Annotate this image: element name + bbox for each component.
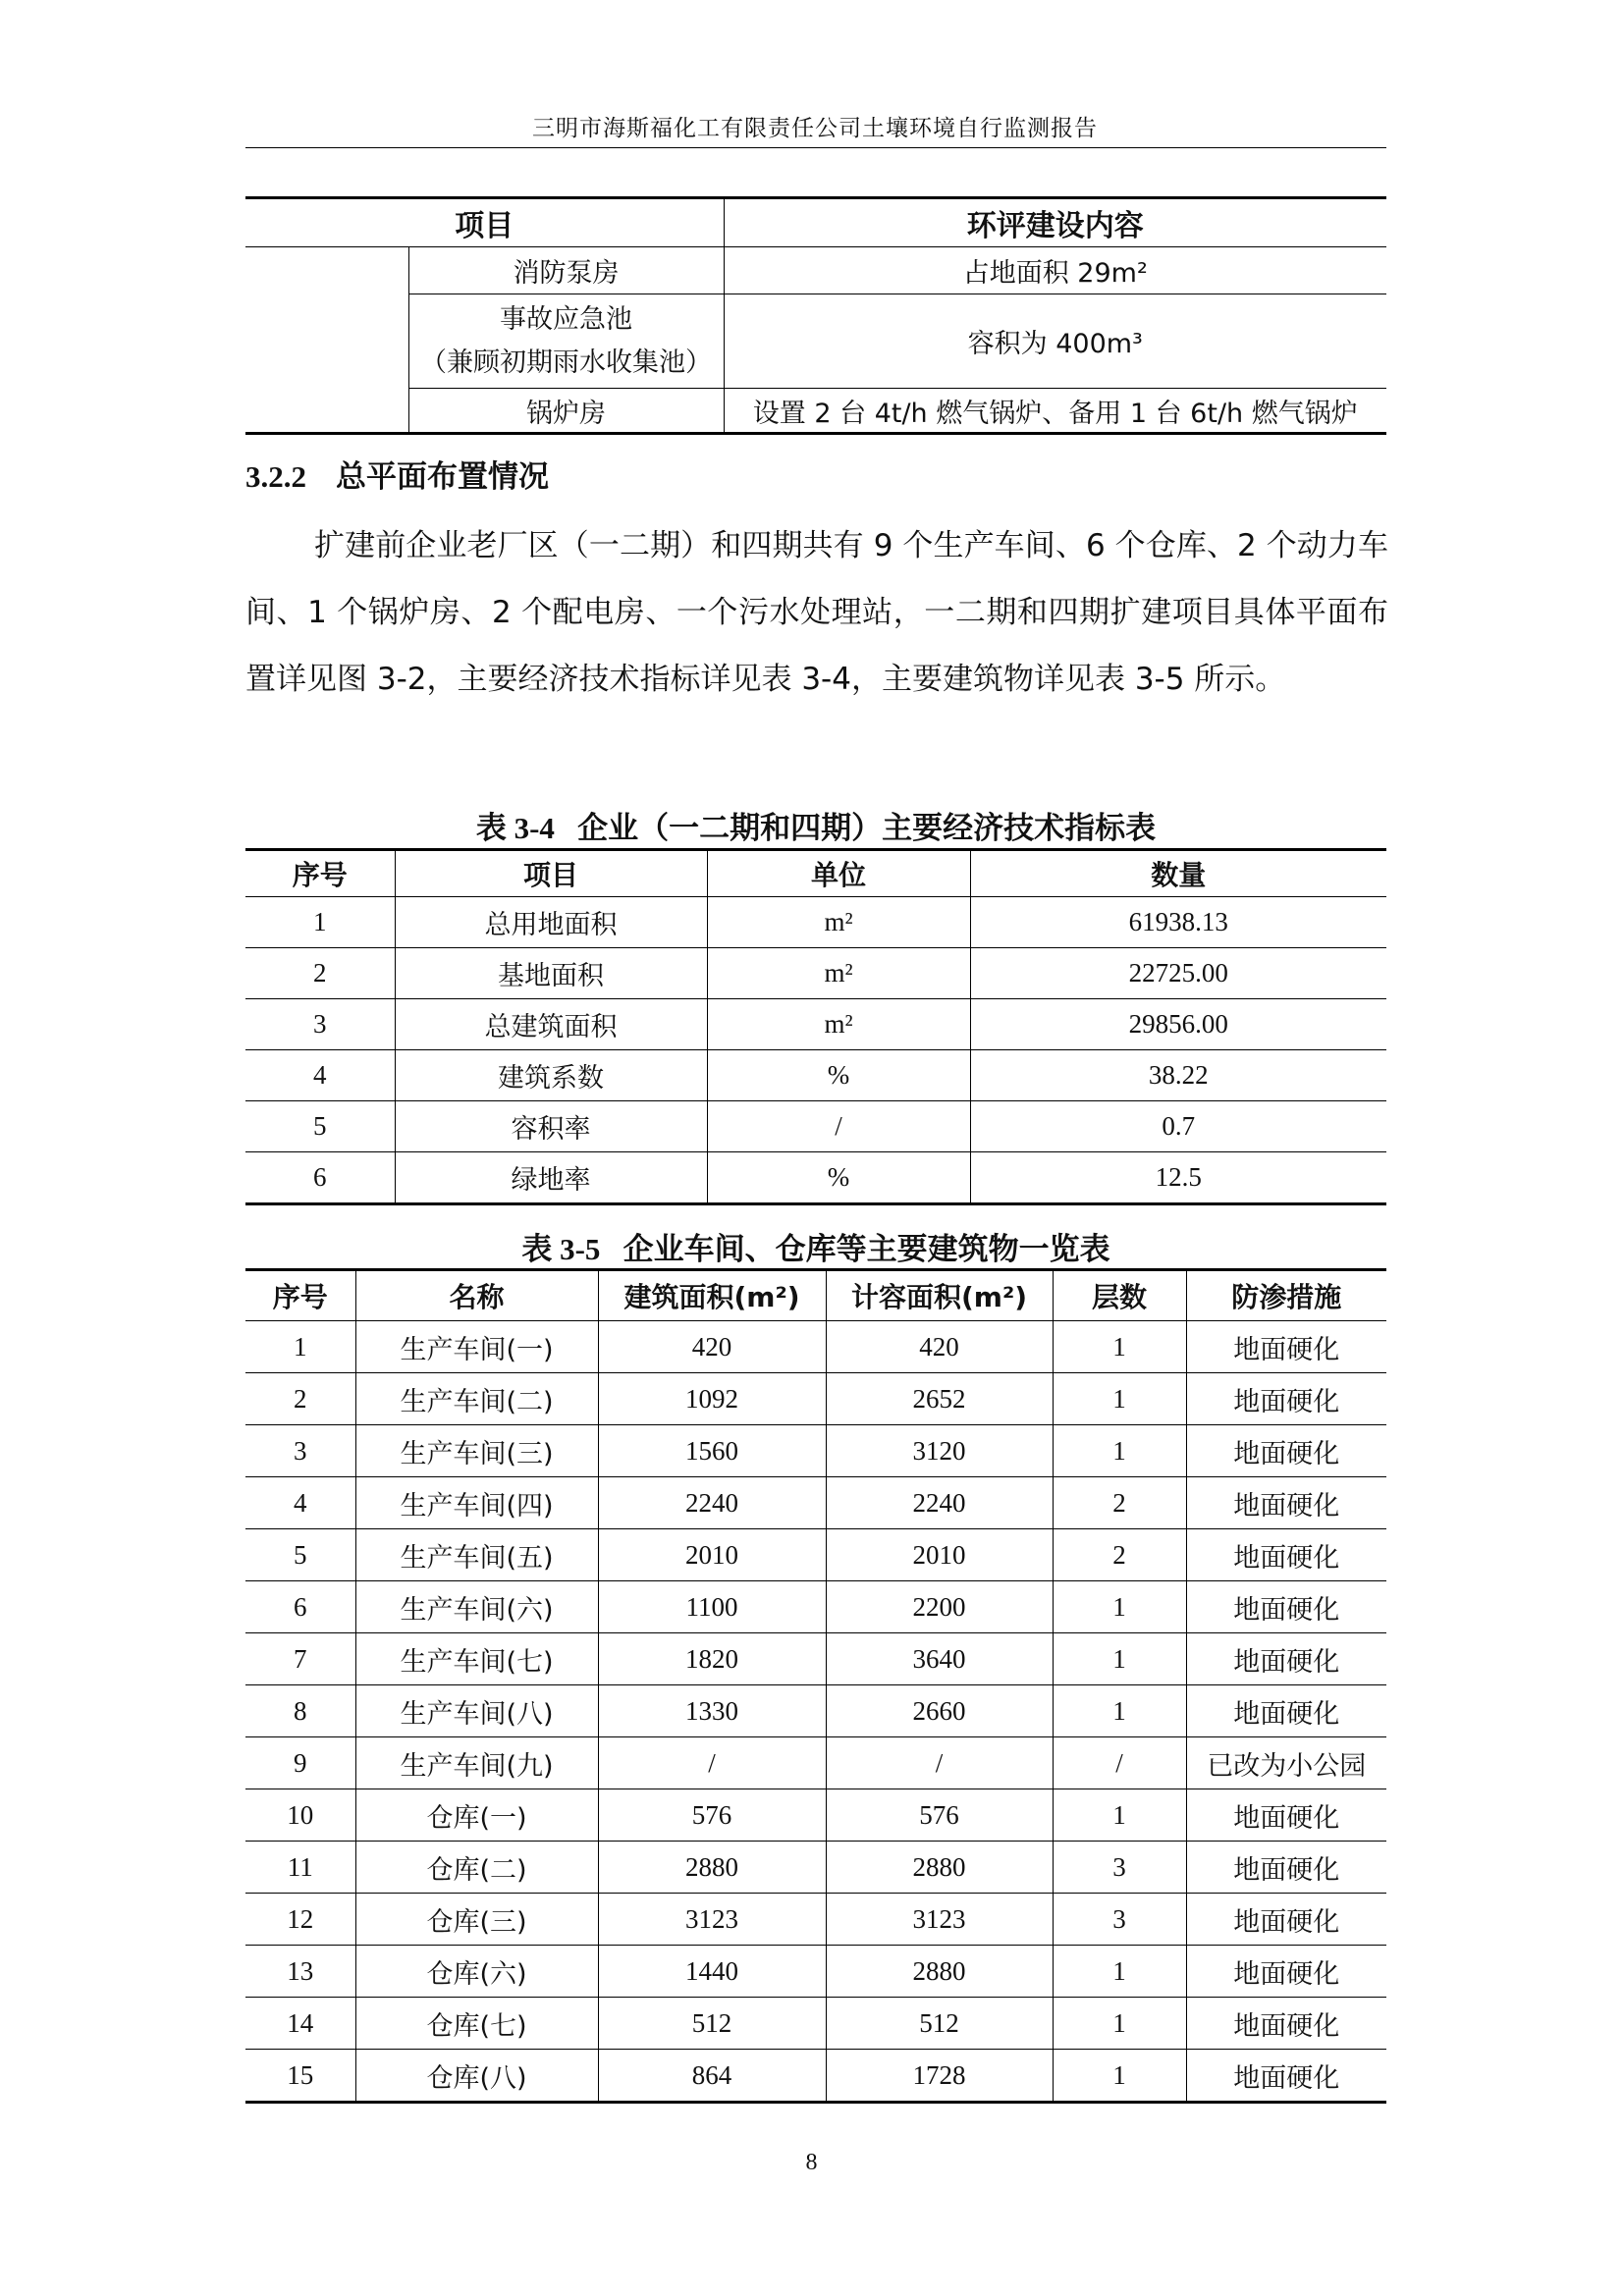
column-header: 项目 bbox=[395, 850, 707, 897]
table-cell: 3123 bbox=[598, 1894, 826, 1946]
paragraph-text: 扩建前企业老厂区（一二期）和四期共有 9 个生产车间、6 个仓库、2 个动力车间、1 个锅炉房、2 个配电房、一个污水处理站，一二期和四期扩建项目具体平面布置详见图 3-2，主要经济技术指标详见表 3-4，主要建筑物详见表 3-5 所示。 bbox=[245, 528, 1388, 697]
table-cell: 576 bbox=[598, 1789, 826, 1842]
table-cell: m² bbox=[707, 897, 970, 948]
table-cell: 4 bbox=[245, 1050, 395, 1101]
table-cell: 仓库(一) bbox=[355, 1789, 598, 1842]
table-cell: 29856.00 bbox=[970, 999, 1386, 1050]
table-row bbox=[245, 897, 1386, 948]
content-cell: 容积为 400m³ bbox=[724, 294, 1386, 389]
table-cell: 地面硬化 bbox=[1186, 1685, 1386, 1737]
page-number: 8 bbox=[805, 2150, 818, 2175]
column-header: 序号 bbox=[245, 850, 395, 897]
table-cell: / bbox=[826, 1737, 1053, 1789]
economic-indicators-table bbox=[245, 848, 1386, 1205]
column-header: 数量 bbox=[970, 850, 1386, 897]
table-cell: 420 bbox=[826, 1321, 1053, 1373]
table-row bbox=[245, 1737, 1386, 1789]
table-cell: m² bbox=[707, 999, 970, 1050]
table-row bbox=[245, 1152, 1386, 1204]
table-cell: 2010 bbox=[826, 1529, 1053, 1581]
table-cell: 1 bbox=[1053, 1789, 1186, 1842]
table-cell: 2010 bbox=[598, 1529, 826, 1581]
table-cell: 地面硬化 bbox=[1186, 1789, 1386, 1842]
table-cell: 3120 bbox=[826, 1425, 1053, 1477]
table-cell: 11 bbox=[245, 1842, 355, 1894]
section-number: 3.2.2 bbox=[245, 459, 306, 494]
table-cell: / bbox=[598, 1737, 826, 1789]
column-header: 单位 bbox=[707, 850, 970, 897]
table-header-row bbox=[245, 198, 1386, 247]
table-cell: 3 bbox=[245, 999, 395, 1050]
table-cell: 地面硬化 bbox=[1186, 1425, 1386, 1477]
table-cell: 3 bbox=[1053, 1894, 1186, 1946]
content-cell: 占地面积 29m² bbox=[724, 247, 1386, 294]
table-cell: 3 bbox=[1053, 1842, 1186, 1894]
column-header: 序号 bbox=[245, 1270, 355, 1321]
table-cell: 生产车间(七) bbox=[355, 1633, 598, 1685]
table-cell: 6 bbox=[245, 1152, 395, 1204]
table-cell: 12.5 bbox=[970, 1152, 1386, 1204]
table-cell: % bbox=[707, 1152, 970, 1204]
table-cell: 1 bbox=[1053, 1425, 1186, 1477]
item-cell: 消防泵房 bbox=[408, 247, 724, 294]
table-row bbox=[245, 389, 1386, 434]
table-row bbox=[245, 247, 1386, 294]
table-cell: 1820 bbox=[598, 1633, 826, 1685]
table-cell: 2 bbox=[1053, 1477, 1186, 1529]
caption-title: 企业车间、仓库等主要建筑物一览表 bbox=[622, 1232, 1110, 1267]
table-cell: 1 bbox=[1053, 2050, 1186, 2103]
table-cell: 3123 bbox=[826, 1894, 1053, 1946]
table-row bbox=[245, 294, 1386, 389]
table-header-row bbox=[245, 1270, 1386, 1321]
table-cell: 2 bbox=[245, 948, 395, 999]
table-cell: 0.7 bbox=[970, 1101, 1386, 1152]
caption-number: 表 3-5 bbox=[521, 1232, 601, 1266]
table-cell: 2652 bbox=[826, 1373, 1053, 1425]
item-cell: 锅炉房 bbox=[408, 389, 724, 434]
body-paragraph bbox=[245, 512, 1388, 713]
table-cell: 生产车间(八) bbox=[355, 1685, 598, 1737]
table-row bbox=[245, 948, 1386, 999]
column-header: 名称 bbox=[355, 1270, 598, 1321]
table-cell: 61938.13 bbox=[970, 897, 1386, 948]
table-cell: 已改为小公园 bbox=[1186, 1737, 1386, 1789]
table-cell: 1 bbox=[245, 897, 395, 948]
table-cell: 地面硬化 bbox=[1186, 1373, 1386, 1425]
table-cell: 地面硬化 bbox=[1186, 1998, 1386, 2050]
table-cell: 3 bbox=[245, 1425, 355, 1477]
table-cell: 地面硬化 bbox=[1186, 1477, 1386, 1529]
content-cell: 设置 2 台 4t/h 燃气锅炉、备用 1 台 6t/h 燃气锅炉 bbox=[724, 389, 1386, 434]
item-cell bbox=[408, 294, 724, 389]
table-row bbox=[245, 1685, 1386, 1737]
table-cell: 生产车间(四) bbox=[355, 1477, 598, 1529]
table-caption-3-5 bbox=[245, 1224, 1386, 1268]
buildings-table bbox=[245, 1268, 1386, 2104]
caption-title: 企业（一二期和四期）主要经济技术指标表 bbox=[577, 811, 1157, 846]
table-cell: 1728 bbox=[826, 2050, 1053, 2103]
table-row bbox=[245, 1321, 1386, 1373]
table-row bbox=[245, 1425, 1386, 1477]
table-cell: 1 bbox=[1053, 1685, 1186, 1737]
table-cell: 容积率 bbox=[395, 1101, 707, 1152]
table-cell: 地面硬化 bbox=[1186, 1581, 1386, 1633]
table-cell: 9 bbox=[245, 1737, 355, 1789]
table-cell: 2 bbox=[245, 1373, 355, 1425]
table-cell: 2240 bbox=[598, 1477, 826, 1529]
item-line: 事故应急池 bbox=[500, 303, 632, 335]
column-header: 建筑面积(m²) bbox=[598, 1270, 826, 1321]
table-cell: 10 bbox=[245, 1789, 355, 1842]
column-header: 计容面积(m²) bbox=[826, 1270, 1053, 1321]
table-row bbox=[245, 1529, 1386, 1581]
table-cell: 生产车间(一) bbox=[355, 1321, 598, 1373]
table-cell: 1 bbox=[245, 1321, 355, 1373]
table-row bbox=[245, 1633, 1386, 1685]
table-row bbox=[245, 1789, 1386, 1842]
table-cell: 生产车间(五) bbox=[355, 1529, 598, 1581]
table-row bbox=[245, 1894, 1386, 1946]
column-header-content: 环评建设内容 bbox=[724, 198, 1386, 247]
table-row bbox=[245, 1050, 1386, 1101]
project-content-table-continued bbox=[245, 196, 1386, 435]
table-cell: 13 bbox=[245, 1946, 355, 1998]
category-cell bbox=[245, 247, 408, 434]
table-cell: 7 bbox=[245, 1633, 355, 1685]
table-cell: 6 bbox=[245, 1581, 355, 1633]
table-cell: 1 bbox=[1053, 1373, 1186, 1425]
table-cell: 生产车间(二) bbox=[355, 1373, 598, 1425]
table-cell: 地面硬化 bbox=[1186, 1946, 1386, 1998]
column-header: 防渗措施 bbox=[1186, 1270, 1386, 1321]
table-cell: 2880 bbox=[598, 1842, 826, 1894]
table-cell: 2660 bbox=[826, 1685, 1053, 1737]
column-header: 层数 bbox=[1053, 1270, 1186, 1321]
table-cell: 2 bbox=[1053, 1529, 1186, 1581]
table-cell: 420 bbox=[598, 1321, 826, 1373]
table-cell: 864 bbox=[598, 2050, 826, 2103]
table-caption-3-4 bbox=[245, 803, 1386, 847]
table-row bbox=[245, 1581, 1386, 1633]
table-cell: 512 bbox=[598, 1998, 826, 2050]
table-cell: 总建筑面积 bbox=[395, 999, 707, 1050]
table-cell: 576 bbox=[826, 1789, 1053, 1842]
table-cell: 1 bbox=[1053, 1946, 1186, 1998]
column-header-item: 项目 bbox=[245, 198, 724, 247]
table-cell: 2880 bbox=[826, 1842, 1053, 1894]
table-cell: 1092 bbox=[598, 1373, 826, 1425]
table-cell: 仓库(三) bbox=[355, 1894, 598, 1946]
table-row bbox=[245, 1373, 1386, 1425]
table-row bbox=[245, 1998, 1386, 2050]
table-cell: 38.22 bbox=[970, 1050, 1386, 1101]
table-cell: 1 bbox=[1053, 1998, 1186, 2050]
table-cell: 12 bbox=[245, 1894, 355, 1946]
table-row bbox=[245, 1946, 1386, 1998]
table-cell: 4 bbox=[245, 1477, 355, 1529]
table-cell: 8 bbox=[245, 1685, 355, 1737]
table-cell: 地面硬化 bbox=[1186, 1633, 1386, 1685]
table-cell: 5 bbox=[245, 1101, 395, 1152]
table-row bbox=[245, 1842, 1386, 1894]
table-cell: 生产车间(九) bbox=[355, 1737, 598, 1789]
table-cell: 1560 bbox=[598, 1425, 826, 1477]
header-divider bbox=[245, 147, 1386, 148]
section-heading bbox=[245, 452, 549, 496]
table-cell: / bbox=[707, 1101, 970, 1152]
table-cell: m² bbox=[707, 948, 970, 999]
table-cell: 1100 bbox=[598, 1581, 826, 1633]
item-line: （兼顾初期雨水收集池） bbox=[420, 347, 712, 378]
table-cell: 仓库(八) bbox=[355, 2050, 598, 2103]
table-cell: 仓库(七) bbox=[355, 1998, 598, 2050]
table-cell: 1 bbox=[1053, 1581, 1186, 1633]
caption-number: 表 3-4 bbox=[475, 811, 555, 845]
table-cell: 生产车间(三) bbox=[355, 1425, 598, 1477]
table-cell: 地面硬化 bbox=[1186, 1894, 1386, 1946]
table-cell: 1440 bbox=[598, 1946, 826, 1998]
table-cell: 22725.00 bbox=[970, 948, 1386, 999]
table-cell: 地面硬化 bbox=[1186, 1321, 1386, 1373]
table-cell: 15 bbox=[245, 2050, 355, 2103]
table-row bbox=[245, 1101, 1386, 1152]
table-cell: 1330 bbox=[598, 1685, 826, 1737]
table-cell: 地面硬化 bbox=[1186, 1842, 1386, 1894]
table-cell: / bbox=[1053, 1737, 1186, 1789]
table-cell: 仓库(六) bbox=[355, 1946, 598, 1998]
table-cell: 建筑系数 bbox=[395, 1050, 707, 1101]
table-cell: 2240 bbox=[826, 1477, 1053, 1529]
table-row bbox=[245, 1477, 1386, 1529]
table-row bbox=[245, 999, 1386, 1050]
table-cell: 生产车间(六) bbox=[355, 1581, 598, 1633]
page-header-title: 三明市海斯福化工有限责任公司土壤环境自行监测报告 bbox=[532, 116, 1098, 141]
table-cell: % bbox=[707, 1050, 970, 1101]
table-cell: 512 bbox=[826, 1998, 1053, 2050]
table-cell: 地面硬化 bbox=[1186, 1529, 1386, 1581]
section-title: 总平面布置情况 bbox=[336, 459, 549, 495]
table-cell: 2880 bbox=[826, 1946, 1053, 1998]
table-cell: 2200 bbox=[826, 1581, 1053, 1633]
table-cell: 基地面积 bbox=[395, 948, 707, 999]
table-header-row bbox=[245, 850, 1386, 897]
table-cell: 3640 bbox=[826, 1633, 1053, 1685]
table-cell: 仓库(二) bbox=[355, 1842, 598, 1894]
table-row bbox=[245, 2050, 1386, 2103]
table-cell: 14 bbox=[245, 1998, 355, 2050]
table-cell: 1 bbox=[1053, 1633, 1186, 1685]
table-cell: 1 bbox=[1053, 1321, 1186, 1373]
table-cell: 绿地率 bbox=[395, 1152, 707, 1204]
table-cell: 5 bbox=[245, 1529, 355, 1581]
table-cell: 地面硬化 bbox=[1186, 2050, 1386, 2103]
table-cell: 总用地面积 bbox=[395, 897, 707, 948]
